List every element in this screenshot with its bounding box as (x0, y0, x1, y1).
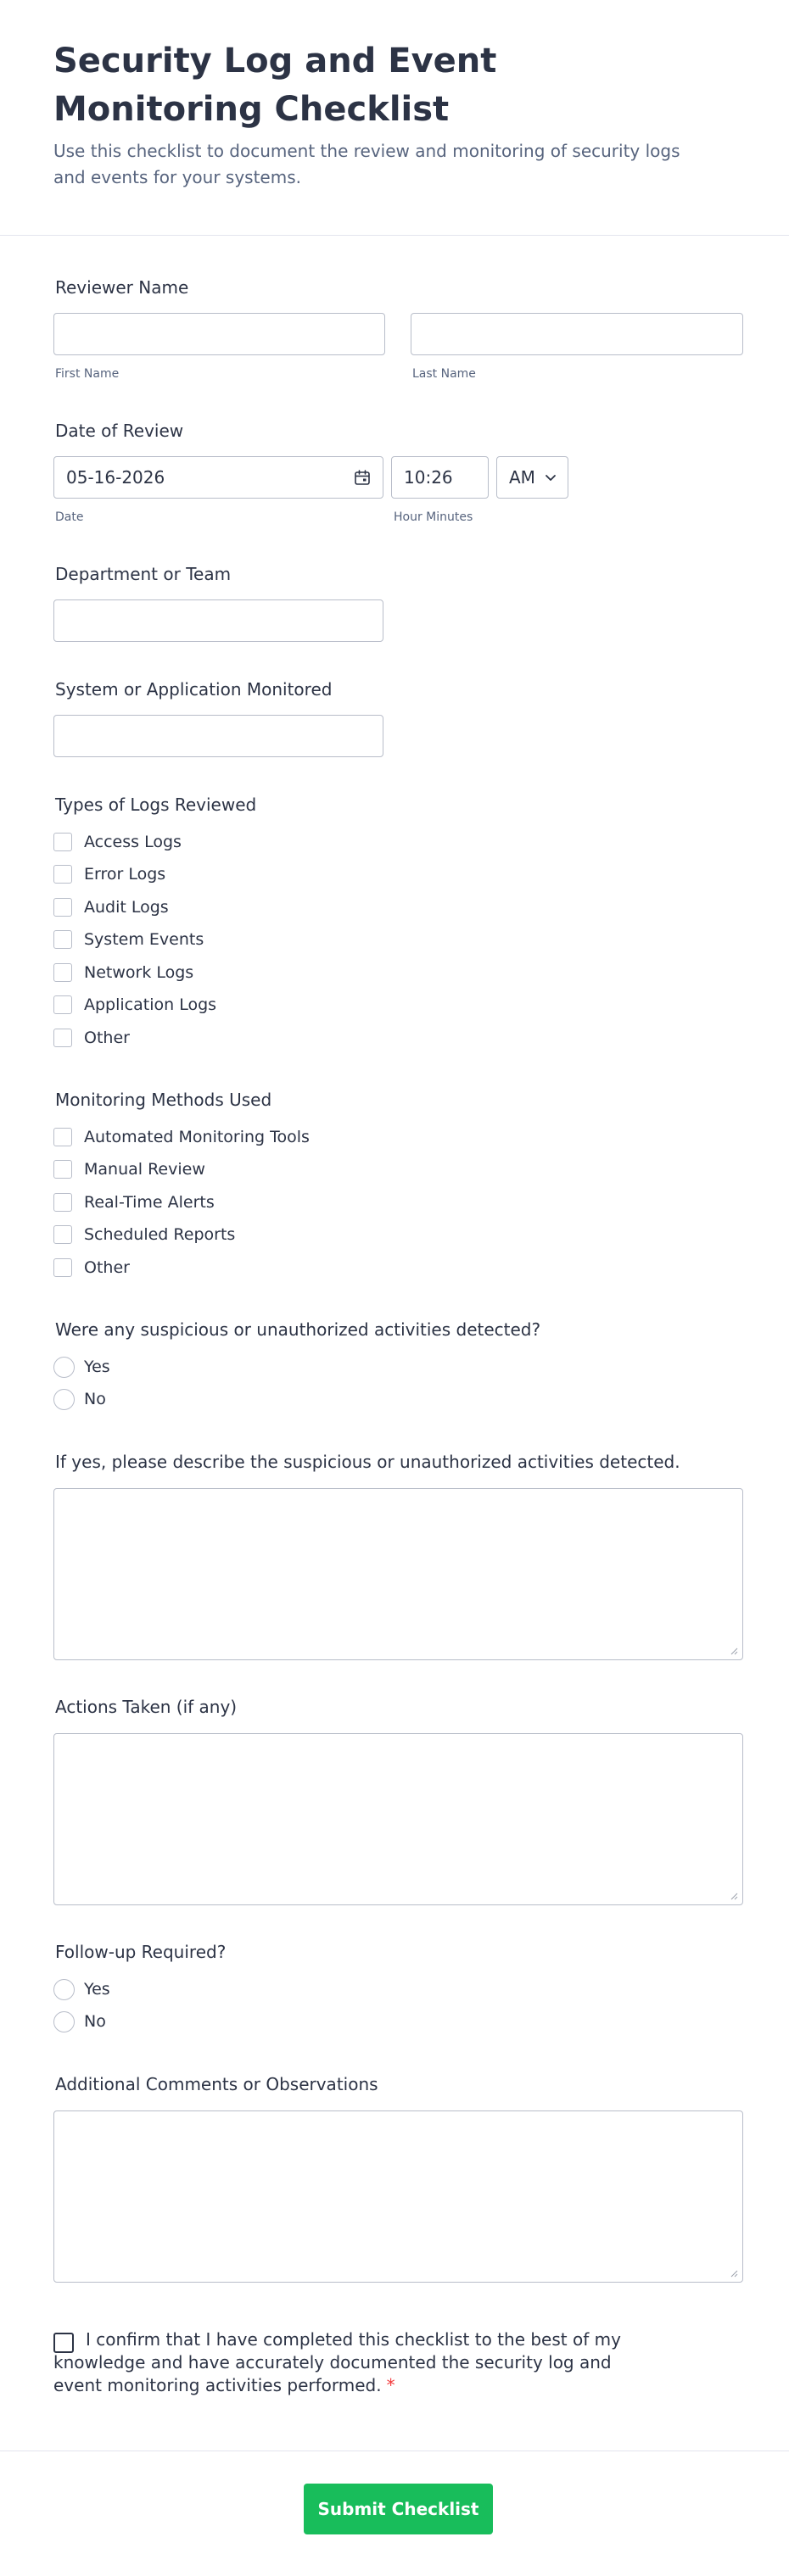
actions-label: Actions Taken (if any) (55, 1697, 238, 1717)
radio-circle[interactable] (53, 1979, 75, 2000)
comments-textarea[interactable] (53, 2110, 743, 2283)
page-title: Security Log and Event Monitoring Checklist (53, 42, 497, 129)
option-label: Manual Review (84, 1160, 205, 1179)
form-header (0, 0, 789, 236)
first-name-sublabel: First Name (55, 367, 120, 381)
date-input[interactable] (53, 456, 383, 499)
time-input[interactable] (391, 456, 489, 499)
option-label: Access Logs (84, 833, 182, 851)
submit-button[interactable]: Submit Checklist (304, 2484, 493, 2534)
option-label: Yes (84, 1980, 110, 1999)
option-label: Network Logs (84, 963, 194, 982)
radio-circle[interactable] (53, 1389, 75, 1410)
resize-handle-icon[interactable] (730, 2269, 738, 2278)
option-label: System Events (84, 930, 204, 949)
radio-circle[interactable] (53, 2011, 75, 2032)
checkbox-box[interactable] (53, 1128, 72, 1146)
ampm-select[interactable] (496, 456, 568, 499)
last-name-input[interactable] (411, 313, 743, 355)
department-input[interactable] (53, 599, 383, 642)
department-label: Department or Team (55, 564, 232, 584)
comments-label: Additional Comments or Observations (55, 2074, 378, 2094)
describe-label: If yes, please describe the suspicious or unauthorized activities detected. (55, 1452, 680, 1472)
required-mark: * (386, 2375, 395, 2395)
checkbox-box[interactable] (53, 963, 72, 982)
time-sublabel: Hour Minutes (394, 510, 473, 524)
option-label: No (84, 2012, 106, 2031)
radio-circle[interactable] (53, 1357, 75, 1378)
chevron-down-icon (545, 473, 557, 483)
describe-textarea[interactable] (53, 1488, 743, 1660)
resize-handle-icon[interactable] (730, 1647, 738, 1655)
checkbox-box[interactable] (53, 1258, 72, 1277)
option-label: Real-Time Alerts (84, 1193, 215, 1212)
methods-label: Monitoring Methods Used (55, 1090, 272, 1110)
page-subtitle: Use this checklist to document the review and monitoring of security logs and events for your systems. (53, 141, 680, 187)
system-label: System or Application Monitored (55, 679, 333, 700)
resize-handle-icon[interactable] (730, 1892, 738, 1900)
option-label: Error Logs (84, 865, 166, 884)
option-label: Other (84, 1029, 130, 1047)
checkbox-box[interactable] (53, 1225, 72, 1244)
checkbox-box[interactable] (53, 898, 72, 917)
checkbox-box[interactable] (53, 1029, 72, 1047)
checkbox-box[interactable] (53, 1160, 72, 1179)
checkbox-box[interactable] (53, 995, 72, 1014)
checkbox-box[interactable] (53, 833, 72, 851)
date-of-review-label: Date of Review (55, 421, 184, 441)
checkbox-box[interactable] (53, 1193, 72, 1212)
option-label: No (84, 1390, 106, 1408)
calendar-icon[interactable] (354, 469, 371, 486)
checkbox-box[interactable] (53, 865, 72, 884)
confirm-text: I confirm that I have completed this checklist to the best of my knowledge and have accurately documented the security log and event monitoring activities performed. (53, 2329, 621, 2395)
log-types-label: Types of Logs Reviewed (55, 795, 257, 815)
option-label: Application Logs (84, 995, 217, 1014)
last-name-sublabel: Last Name (412, 367, 476, 381)
option-label: Automated Monitoring Tools (84, 1128, 310, 1146)
date-sublabel: Date (55, 510, 84, 524)
first-name-input[interactable] (53, 313, 385, 355)
suspicious-label: Were any suspicious or unauthorized activities detected? (55, 1319, 541, 1340)
followup-label: Follow-up Required? (55, 1942, 227, 1962)
reviewer-name-label: Reviewer Name (55, 277, 189, 298)
time-value: 10:26 (404, 467, 453, 488)
date-value: 05-16-2026 (66, 467, 165, 488)
option-label: Yes (84, 1358, 110, 1376)
option-label: Scheduled Reports (84, 1225, 236, 1244)
system-input[interactable] (53, 715, 383, 757)
checkbox-box[interactable] (53, 930, 72, 949)
actions-textarea[interactable] (53, 1733, 743, 1905)
confirm-label (53, 2328, 664, 2397)
option-label: Other (84, 1258, 130, 1277)
option-label: Audit Logs (84, 898, 169, 917)
ampm-value: AM (509, 467, 535, 488)
